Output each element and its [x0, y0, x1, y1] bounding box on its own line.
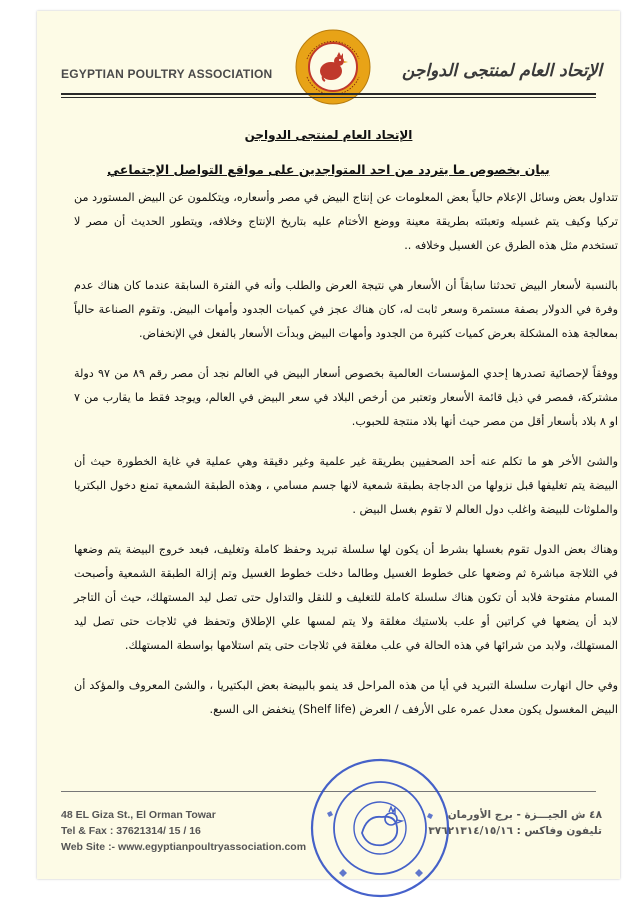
- header-org-english: EGYPTIAN POULTRY ASSOCIATION: [61, 67, 273, 81]
- footer-address-en: 48 EL Giza St., El Orman Towar: [61, 809, 216, 821]
- paragraph: ووفقاً لإحصائية تصدرها إحدي المؤسسات العالمية بخصوص أسعار البيض في العالم نجد أن مصر رقم ٨٩ من ٩٧ دولة مشتركة، فمصر في ذيل قائمة الأسعار وتعتبر من أرخص البلاد في سعر البيض في العالم، ويوجد فقط ما يقارب من ٧ او ٨ بلاد بأسعار أقل من مصر حيث أنها بلاد منتجة للحبوب.: [74, 367, 618, 428]
- footer-website-en: Web Site :- www.egyptianpoultryassociation.com: [61, 841, 307, 853]
- paragraph: وفي حال انهارت سلسلة التبريد في أيا من هذه المراحل قد ينمو بالبيضة بعض البكتيريا ، والشئ المعروف والمؤكد أن البيض المغسول يكون معدل عمره على الأرفف / العرض (Shelf life) ينخفض الى السبع.: [74, 679, 618, 716]
- footer-contact-english: [61, 807, 306, 855]
- header-org-arabic: الإتحاد العام لمنتجى الدواجن: [401, 61, 602, 81]
- paragraph: بالنسبة لأسعار البيض تحدثنا سابقاً أن الأسعار هي نتيجة العرض والطلب وأنه في الفترة السابقة عندما كان هناك عدم وفرة في الدولار بصفة مستمرة وسعر ثابت له، كان هناك عجز في كميات الجدود وأمهات البيض. وتقوم الصناعة حالياً بمعالجة هذه المشكلة بعرض كميات كثيرة من الجدود وأمهات البيض وبدأت الأسعار بالفعل في الإنخفاض.: [74, 279, 618, 340]
- footer-contact-arabic: [428, 807, 602, 839]
- footer-phone-en: Tel & Fax : 37621314/ 15 / 16: [61, 825, 201, 837]
- footer-address-ar: ٤٨ ش الجيـــزة - برج الأورمان: [447, 809, 602, 821]
- document-body: [74, 186, 618, 738]
- paragraph: والشئ الأخر هو ما تكلم عنه أحد الصحفيين بطريقة غير علمية وغير دقيقة وهي عملية في غاية الخطورة حيث أن البيضة يتم تغليفها قبل نزولها من الدجاجة بطبقة شمعية لانها جسم مسامي ، وهذه الطبقة الشمعية تمنع دخول البكتريا والملوثات للبيضة واغلب دول العالم لا تقوم بغسل البيض .: [74, 455, 618, 516]
- letter-sheet: [37, 11, 620, 879]
- header-divider-top: [61, 93, 596, 95]
- header-divider-bottom: [61, 97, 596, 98]
- association-stamp: [307, 755, 453, 901]
- association-logo: [293, 27, 373, 107]
- paragraph: تتداول بعض وسائل الإعلام حالياً بعض المعلومات عن إنتاج البيض في مصر وأسعاره، ويتكلمون عن البيض المستورد من تركيا وكيف يتم غسيله وتعبئته بطريقة معينة ووضع الأختام عليه بتاريخ الإنتاج وخلافه، ويتطور الحديث أن مصر لا تستخدم مثل هذه الطرق عن الغسيل وخلافه ..: [74, 191, 618, 252]
- document-subtitle: بيان بخصوص ما يتردد من احد المتواجدين على مواقع التواصل الإجتماعي: [107, 162, 550, 177]
- document-title: الإتحاد العام لمنتجى الدواجن: [244, 128, 413, 142]
- paragraph: وهناك بعض الدول تقوم بغسلها بشرط أن يكون لها سلسلة تبريد وحفظ كاملة وتغليف، فبعد خروج البيضة يتم وضعها في الثلاجة مباشرة ثم وضعها على خطوط الغسيل وطالما دخلت خطوط الغسيل وتم إزالة الطبقة الشمعية وأصبحت المسام مفتوحة فلابد أن تكون هناك سلسلة كاملة للتغليف و للنقل والتداول حتى تصل ليد المستهلك، حيث أن التاجر لابد أن يضعها في كراتين أو علب بلاستيك مغلقة ولا يتم لمسها علي الإطلاق وتحفظ في ثلاجات حتى تصل ليد المستهلك، ولابد من شرائها في هذه الحالة في علب مغلقة في ثلاجات حتى يتم استلامها بواسطة المستهلك.: [74, 543, 618, 652]
- footer-phone-ar: تليفون وفاكس : ٣٧٦٢١٣١٤/١٥/١٦: [428, 825, 602, 837]
